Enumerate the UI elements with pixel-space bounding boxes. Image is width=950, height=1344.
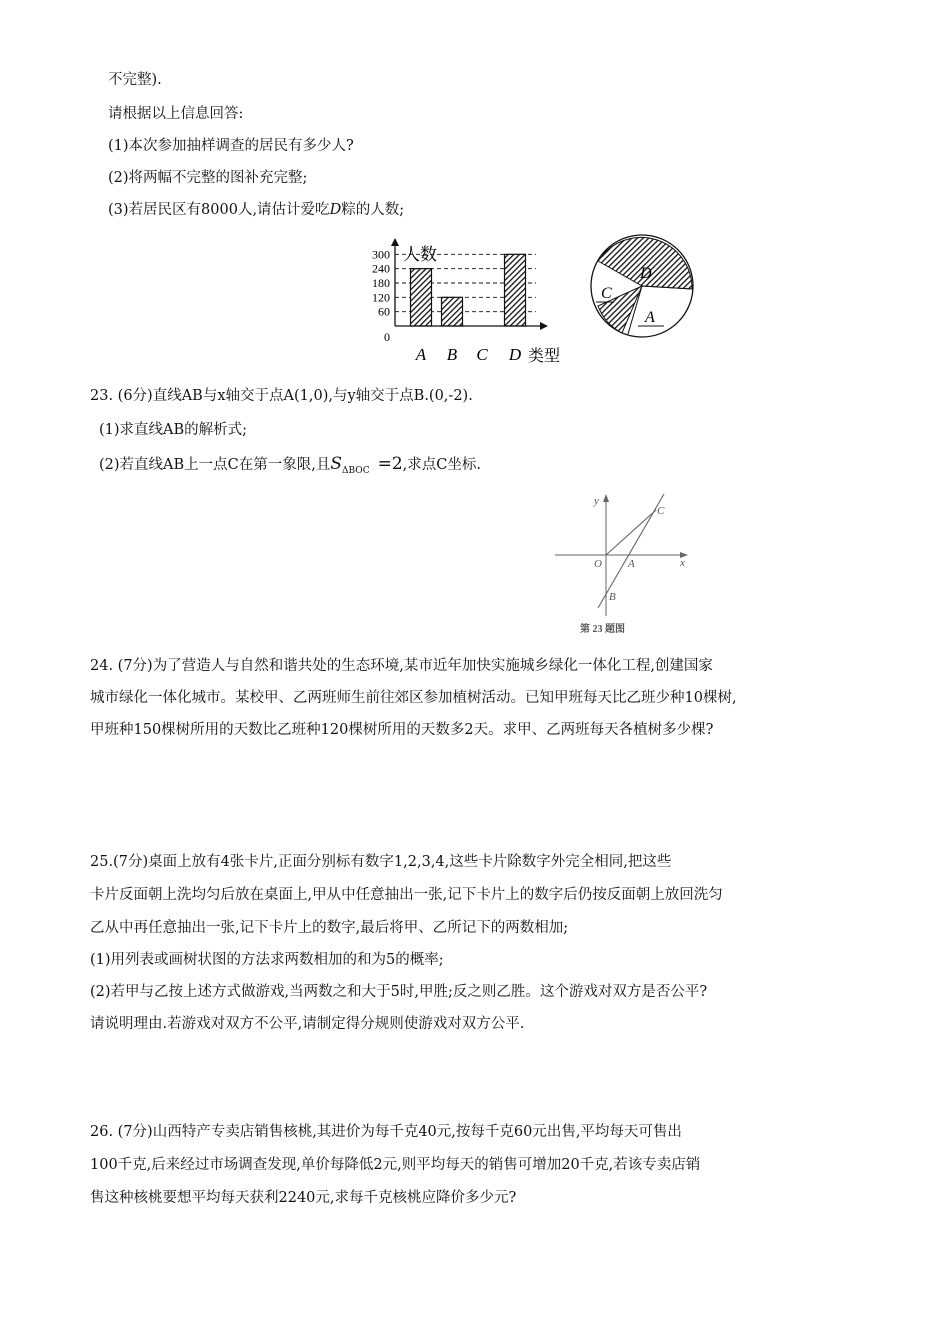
bar-tick-label: 0: [384, 330, 390, 344]
bar-d: [505, 254, 526, 326]
bar-xlabel: 类型: [528, 348, 561, 365]
pie-chart: [588, 230, 696, 340]
figure-caption: 第 23 题图: [580, 624, 625, 635]
q26-line1: 26. (7分)山西特产专卖店销售核桃,其进价为每千克40元,按每千克60元出售,平均每天可售出: [90, 1124, 682, 1140]
bar-ylabel: 人数: [403, 245, 437, 264]
area-subscript: ΔBOC: [342, 465, 370, 476]
bar-tick-label: 180: [372, 276, 390, 290]
bar-chart: [360, 232, 575, 372]
coord-c-label: C: [657, 505, 665, 517]
bar-category-label: A: [415, 345, 427, 364]
bar-category-label: D: [508, 345, 522, 364]
q24-line1: 24. (7分)为了营造人与自然和谐共处的生态环境,某市近年加快实施城乡绿化一体化工程,创建国家: [90, 658, 713, 674]
q22-part3-pre: (3)若居民区有8000人,请估计爱吃: [108, 202, 330, 218]
coordinate-figure: [550, 488, 700, 636]
q25-part1: (1)用列表或画树状图的方法求两数相加的和为5的概率;: [90, 952, 444, 968]
q22-part3-post: 粽的人数;: [341, 202, 405, 218]
q25-line2: 卡片反面朝上洗均匀后放在桌面上,甲从中任意抽出一张,记下卡片上的数字后仍按反面朝上放回洗匀: [90, 887, 723, 903]
bar-b: [442, 297, 463, 326]
q22-part2: (2)将两幅不完整的图补充完整;: [108, 170, 308, 186]
q22-part3-var: D: [329, 202, 342, 218]
q26-line3: 售这种核桃要想平均每天获利2240元,求每千克核桃应降价多少元?: [90, 1190, 517, 1206]
bar-category-label: C: [476, 345, 488, 364]
pie-label-a: A: [645, 309, 655, 326]
q25-part2-cont: 请说明理由.若游戏对双方不公平,请制定得分规则使游戏对双方公平.: [90, 1016, 525, 1032]
q23-part2: [99, 454, 481, 481]
q24-line3: 甲班种150棵树所用的天数比乙班种120棵树所用的天数多2天。求甲、乙两班每天各植树多少棵?: [90, 722, 714, 738]
area-value: =2: [377, 454, 403, 474]
area-symbol: S: [330, 454, 343, 474]
q22-prompt: 请根据以上信息回答:: [108, 106, 244, 122]
bar-tick-label: 60: [378, 304, 390, 319]
pie-label-c: C: [601, 285, 612, 302]
bar-y-arrow: [391, 238, 399, 246]
bar-tick-label: 240: [372, 261, 390, 276]
coord-a-label: A: [628, 558, 635, 570]
q26-line2: 100千克,后来经过市场调查发现,单价每降低2元,则平均每天的销售可增加20千克,若该专卖店销: [90, 1157, 701, 1173]
bar-tick-label: 120: [372, 290, 390, 305]
bar-a: [411, 269, 432, 326]
q22-part1: (1)本次参加抽样调查的居民有多少人?: [108, 138, 354, 154]
q25-line1: 25.(7分)桌面上放有4张卡片,正面分别标有数字1,2,3,4,这些卡片除数字外完全相同,把这些: [90, 854, 672, 870]
q25-part2: (2)若甲与乙按上述方式做游戏,当两数之和大于5时,甲胜;反之则乙胜。这个游戏对双方是否公平?: [90, 984, 708, 1000]
bar-x-arrow: [540, 322, 548, 330]
q23-part2-post: ,求点C坐标.: [402, 457, 481, 473]
coord-o-label: O: [594, 558, 602, 570]
q23-stem: 23. (6分)直线AB与x轴交于点A(1,0),与y轴交于点B.(0,-2).: [90, 388, 473, 404]
q23-part2-pre: (2)若直线AB上一点C在第一象限,且: [99, 457, 331, 473]
coord-y-label: y: [594, 495, 599, 507]
bar-tick-label: 300: [372, 247, 390, 262]
coord-x-label: x: [680, 557, 685, 569]
q23-part1: (1)求直线AB的解析式;: [99, 422, 248, 438]
q22-part3: [108, 200, 404, 220]
segment-oc: [606, 510, 656, 555]
pie-label-d: D: [640, 265, 652, 282]
q24-line2: 城市绿化一体化城市。某校甲、乙两班师生前往郊区参加植树活动。已知甲班每天比乙班少种10棵树,: [90, 690, 737, 706]
coord-y-arrow: [603, 494, 609, 502]
bar-category-label: B: [446, 345, 458, 364]
q22-line-continuation: 不完整).: [108, 72, 162, 88]
coord-b-label: B: [609, 591, 616, 603]
q25-line3: 乙从中再任意抽出一张,记下卡片上的数字,最后将甲、乙所记下的两数相加;: [90, 920, 569, 936]
